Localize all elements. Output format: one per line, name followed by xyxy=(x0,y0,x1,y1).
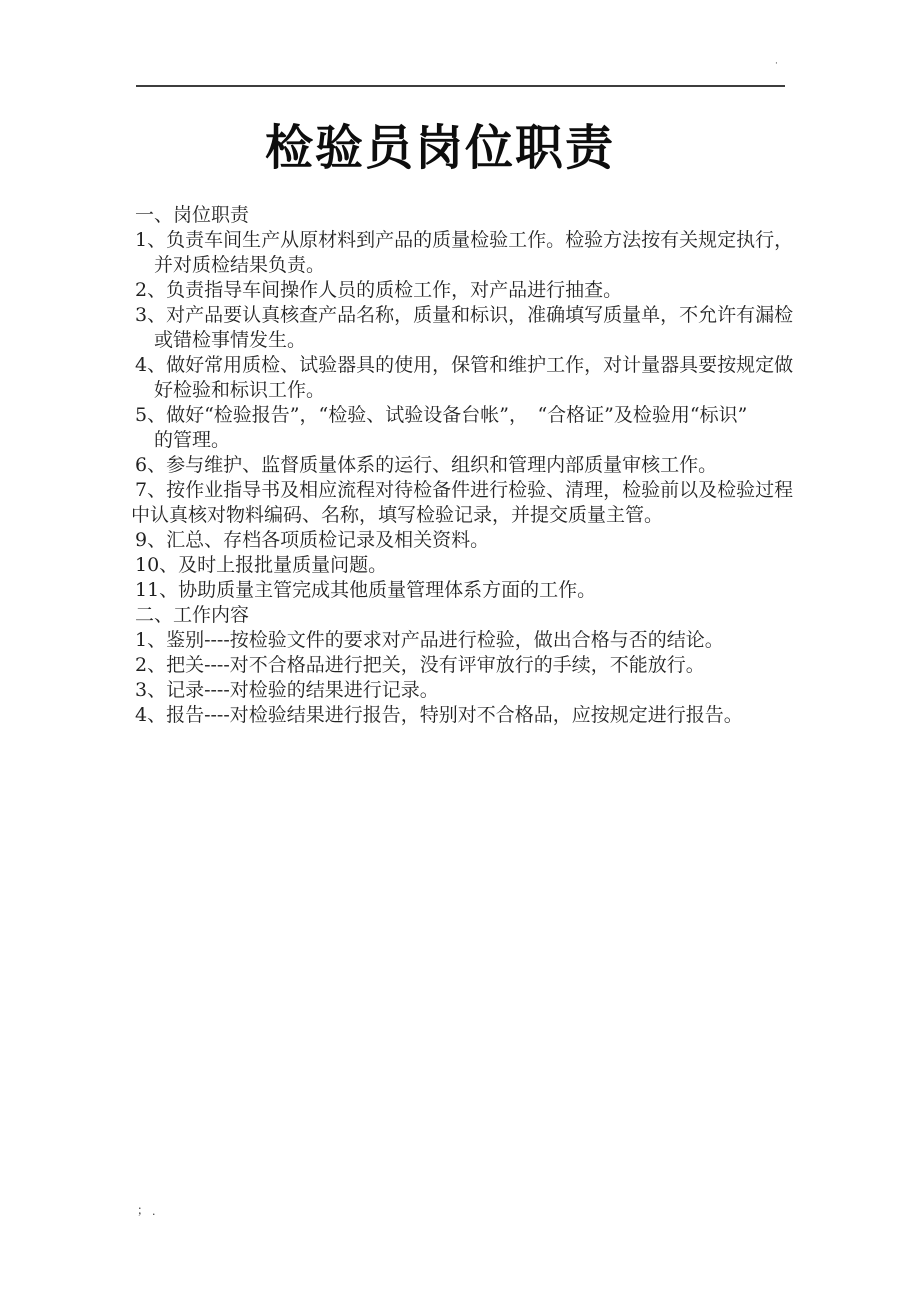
stray-semicolon-mark: ； xyxy=(137,1203,150,1217)
doc-line: 1、鉴别----按检验文件的要求对产品进行检验，做出合格与否的结论。 xyxy=(135,629,724,651)
doc-line: 7、按作业指导书及相应流程对待检备件进行检验、清理，检验前以及检验过程 xyxy=(135,479,794,501)
doc-line: 2、把关----对不合格品进行把关，没有评审放行的手续，不能放行。 xyxy=(135,654,705,676)
doc-line-continuation: 并对质检结果负责。 xyxy=(154,254,326,276)
doc-line: 4、做好常用质检、试验器具的使用，保管和维护工作，对计量器具要按规定做 xyxy=(135,354,794,376)
doc-line: 5、做好“检验报告”，“检验、试验设备台帐”， “合格证”及检验用“标识” xyxy=(135,404,748,426)
doc-line: 11、协助质量主管完成其他质量管理体系方面的工作。 xyxy=(135,579,597,601)
section-heading-1: 一、岗位职责 xyxy=(135,204,250,226)
doc-line: 6、参与维护、监督质量体系的运行、组织和管理内部质量审核工作。 xyxy=(135,454,718,476)
document-body xyxy=(131,203,855,728)
doc-line: 4、报告----对检验结果进行报告，特别对不合格品，应按规定进行报告。 xyxy=(135,704,743,726)
stray-dot-mark: · xyxy=(775,59,778,69)
doc-line: 2、负责指导车间操作人员的质检工作，对产品进行抽查。 xyxy=(135,279,623,301)
header-rule xyxy=(136,85,785,87)
doc-line-continuation: 好检验和标识工作。 xyxy=(154,379,326,401)
doc-line: 9、汇总、存档各项质检记录及相关资料。 xyxy=(135,529,490,551)
doc-line: 10、及时上报批量质量问题。 xyxy=(135,554,388,576)
doc-line-continuation: 或错检事情发生。 xyxy=(154,329,307,351)
doc-line: 3、对产品要认真核查产品名称，质量和标识，准确填写质量单，不允许有漏检 xyxy=(135,304,794,326)
doc-line-continuation: 中认真核对物料编码、名称，填写检验记录，并提交质量主管。 xyxy=(131,504,664,526)
doc-line: 1、负责车间生产从原材料到产品的质量检验工作。检验方法按有关规定执行， xyxy=(135,229,794,251)
doc-line-continuation: 的管理。 xyxy=(154,429,231,451)
section-heading-2: 二、工作内容 xyxy=(135,604,250,626)
stray-period-mark: . xyxy=(152,1205,156,1218)
doc-line: 3、记录----对检验的结果进行记录。 xyxy=(135,679,439,701)
document-title: 检验员岗位职责 xyxy=(264,120,615,176)
